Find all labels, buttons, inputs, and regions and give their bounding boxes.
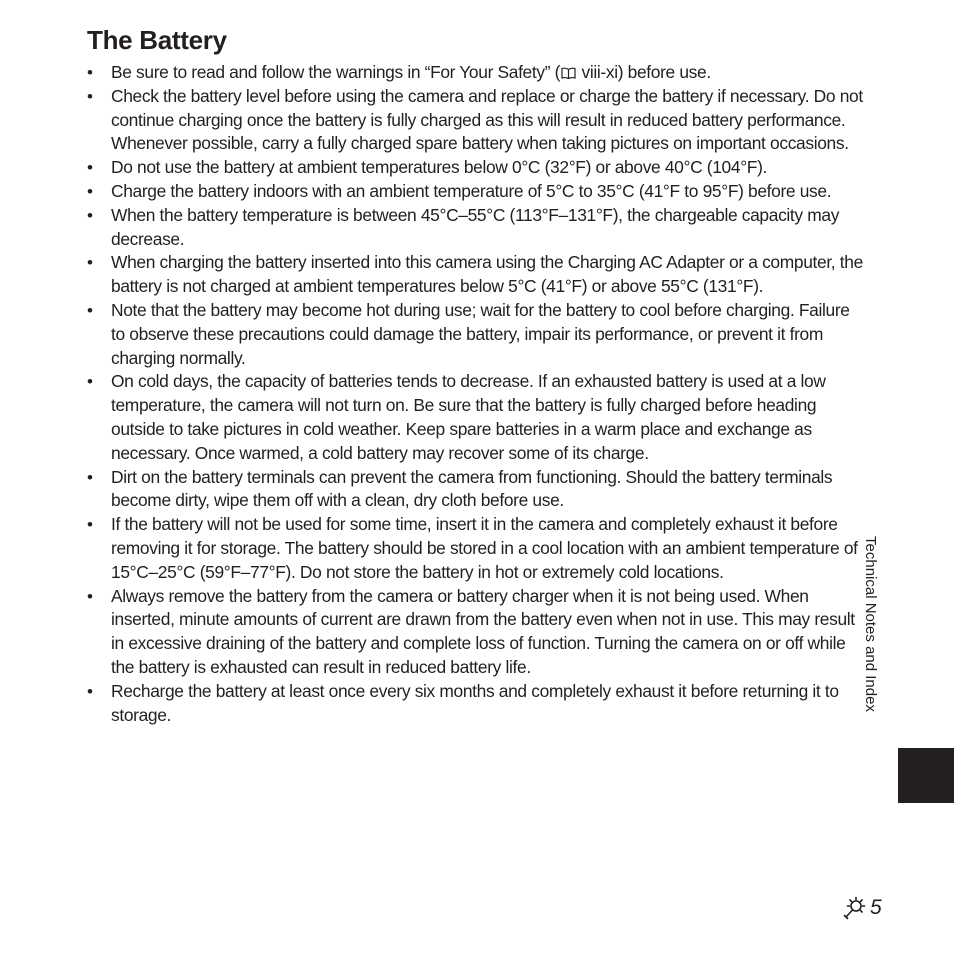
list-item: • Dirt on the battery terminals can prevent the camera from functioning. Should the battery terminals become dirty, wipe them off with a clean, dry cloth before use. — [87, 466, 865, 514]
list-item: • When the battery temperature is between 45°C–55°C (113°F–131°F), the chargeable capacity may decrease. — [87, 204, 865, 252]
list-item: • Always remove the battery from the camera or battery charger when it is not being used. When inserted, minute amounts of current are drawn from the battery even when not in use. This may result in excessive draining of the battery and complete loss of function. Turning the camera on or off while the battery is exhausted can result in reduced battery life. — [87, 585, 865, 680]
page-title: The Battery — [87, 25, 227, 55]
list-item: • If the battery will not be used for some time, insert it in the camera and completely exhaust it before removing it for storage. The battery should be stored in a cool location with an ambient temperature of 15°C–25°C (59°F–77°F). Do not store the battery in hot or extremely cold locations. — [87, 513, 865, 584]
list-item: • When charging the battery inserted into this camera using the Charging AC Adapter or a computer, the battery is not charged at ambient temperatures below 5°C (41°F) or above 55°C (131°F). — [87, 251, 865, 299]
section-tab-marker — [898, 748, 954, 803]
page-number-text: 5 — [870, 896, 882, 919]
book-icon — [561, 67, 576, 79]
list-item: • Recharge the battery at least once every six months and completely exhaust it before returning it to storage. — [87, 680, 865, 728]
section-tab-label: Technical Notes and Index — [862, 536, 879, 712]
list-item: • Charge the battery indoors with an ambient temperature of 5°C to 35°C (41°F to 95°F) before use. — [87, 180, 865, 204]
list-item-text: Be sure to read and follow the warnings in “For Your Safety” ( — [111, 62, 561, 82]
page-number — [842, 894, 882, 922]
list-item: • Do not use the battery at ambient temperatures below 0°C (32°F) or above 40°C (104°F). — [87, 156, 865, 180]
list-item — [87, 61, 865, 85]
list-item: • Note that the battery may become hot during use; wait for the battery to cool before charging. Failure to observe these precautions could damage the battery, impair its performance, or prevent it from charging normally. — [87, 299, 865, 370]
bullet-list — [87, 61, 865, 727]
technical-notes-icon — [842, 895, 868, 921]
list-item-text: viii-xi) before use. — [577, 62, 711, 82]
list-item: • Check the battery level before using the camera and replace or charge the battery if necessary. Do not continue charging once the battery is fully charged as this will result in reduced battery performance. Whenever possible, carry a fully charged spare battery when taking pictures on important occasions. — [87, 85, 865, 156]
list-item: • On cold days, the capacity of batteries tends to decrease. If an exhausted battery is used at a low temperature, the camera will not turn on. Be sure that the battery is fully charged before heading outside to take pictures in cold weather. Keep spare batteries in a warm place and exchange as necessary. Once warmed, a cold battery may recover some of its charge. — [87, 370, 865, 465]
